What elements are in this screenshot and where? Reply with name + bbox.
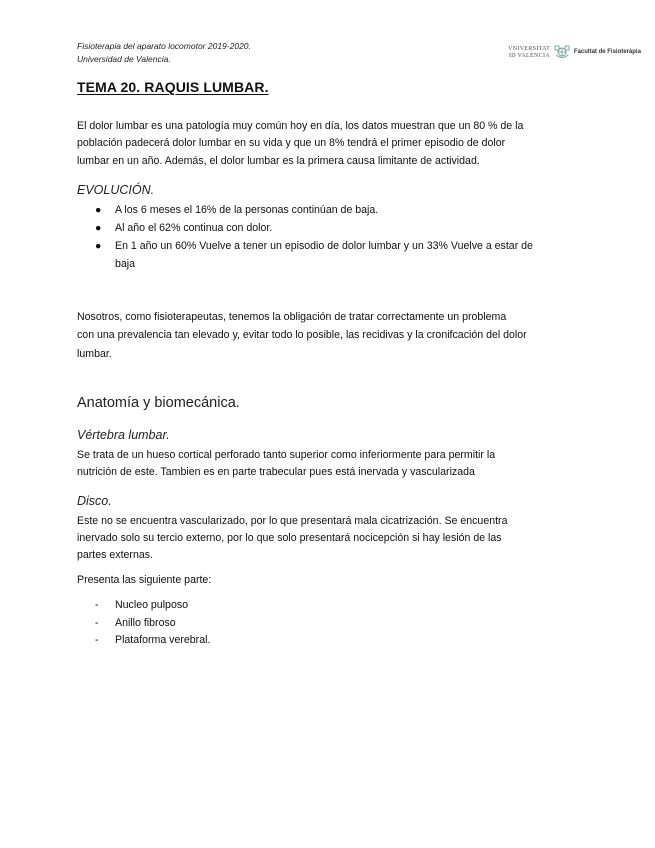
dash-icon: - [95, 616, 99, 629]
obligation-line: lumbar. [77, 347, 112, 360]
document-header [77, 40, 251, 65]
list-item-text: A los 6 meses el 16% de la personas continúan de baja. [115, 204, 379, 216]
list-item [77, 597, 210, 615]
list-item [77, 219, 597, 237]
list-item-text: baja [115, 258, 136, 270]
obligation-line: Nosotros, como fisioterapeutas, tenemos la obligación de tratar correctamente un problema [77, 311, 507, 323]
list-item-text: Al año el 62% continua con dolor. [115, 222, 273, 234]
logo-univ-line2: ID VALÈNCIA [508, 52, 550, 59]
intro-paragraph [77, 118, 587, 170]
disco-heading: Disco. [77, 494, 112, 508]
evolucion-list [77, 201, 597, 273]
vertebra-line: nutrición de este. Tambien es en parte trabecular pues está inervada y vascularizada [77, 466, 475, 478]
list-item [77, 237, 597, 273]
parts-intro-text: Presenta las siguiente parte: [77, 574, 212, 586]
university-name: Universidad de Valencia. [77, 53, 171, 64]
list-item-text: En 1 año un 60% Vuelve a tener un episodio de dolor lumbar y un 33% Vuelve a estar de [115, 240, 533, 252]
evolucion-heading: EVOLUCIÓN. [77, 183, 155, 197]
list-item-text: Anillo fibroso [115, 616, 176, 629]
course-name: Fisioterapia del aparato locomotor 2019-2020. [77, 41, 251, 51]
disco-line: partes externas. [77, 549, 153, 561]
obligation-paragraph [77, 308, 587, 363]
logo-faculty-text: Facultat de Fisioteràpia [573, 49, 641, 55]
vertebra-heading: Vértebra lumbar. [77, 428, 170, 442]
dash-icon: - [95, 599, 99, 611]
intro-line: población padecerá dolor lumbar en su vida y que un 8% tendrá el primer episodio de dolor [77, 137, 506, 150]
obligation-line: con una prevalencia tan elevado y, evitar todo lo posible, las recidivas y la cronifcación del dolor [77, 329, 527, 342]
list-item [77, 201, 597, 219]
parts-list [77, 597, 210, 650]
list-item [77, 615, 210, 633]
list-item-text: Nucleo pulposo [115, 599, 189, 611]
university-emblem-icon [553, 44, 571, 60]
bullet-icon: ● [95, 240, 102, 252]
list-item [77, 632, 210, 650]
disco-paragraph [77, 513, 587, 564]
intro-line: El dolor lumbar es una patología muy común hoy en día, los datos muestran que un 80 % de la [77, 120, 524, 132]
intro-line: lumbar en un año. Además, el dolor lumbar es la primera causa limitante de actividad. [77, 154, 480, 167]
vertebra-paragraph [77, 447, 587, 481]
logo-univ-line1: VNIVERSITAT [508, 45, 550, 52]
disco-line: Este no se encuentra vascularizado, por lo que presentará mala cicatrización. Se encuentra [77, 515, 508, 527]
bullet-icon: ● [95, 222, 102, 234]
logo-university-text [508, 45, 550, 59]
parts-intro [77, 572, 587, 589]
disco-line: inervado solo su tercio externo, por lo que solo presentará nocicepción si hay lesión de las [77, 532, 502, 544]
vertebra-line: Se trata de un hueso cortical perforado tanto superior como inferiormente para permitir la [77, 449, 496, 461]
dash-icon: - [95, 634, 99, 646]
bullet-icon: ● [95, 204, 102, 216]
page-title: TEMA 20. RAQUIS LUMBAR. [77, 79, 269, 95]
list-item-text: Plataforma verebral. [115, 634, 211, 646]
university-logo [508, 41, 650, 63]
anatomy-heading: Anatomía y biomecánica. [77, 395, 240, 411]
